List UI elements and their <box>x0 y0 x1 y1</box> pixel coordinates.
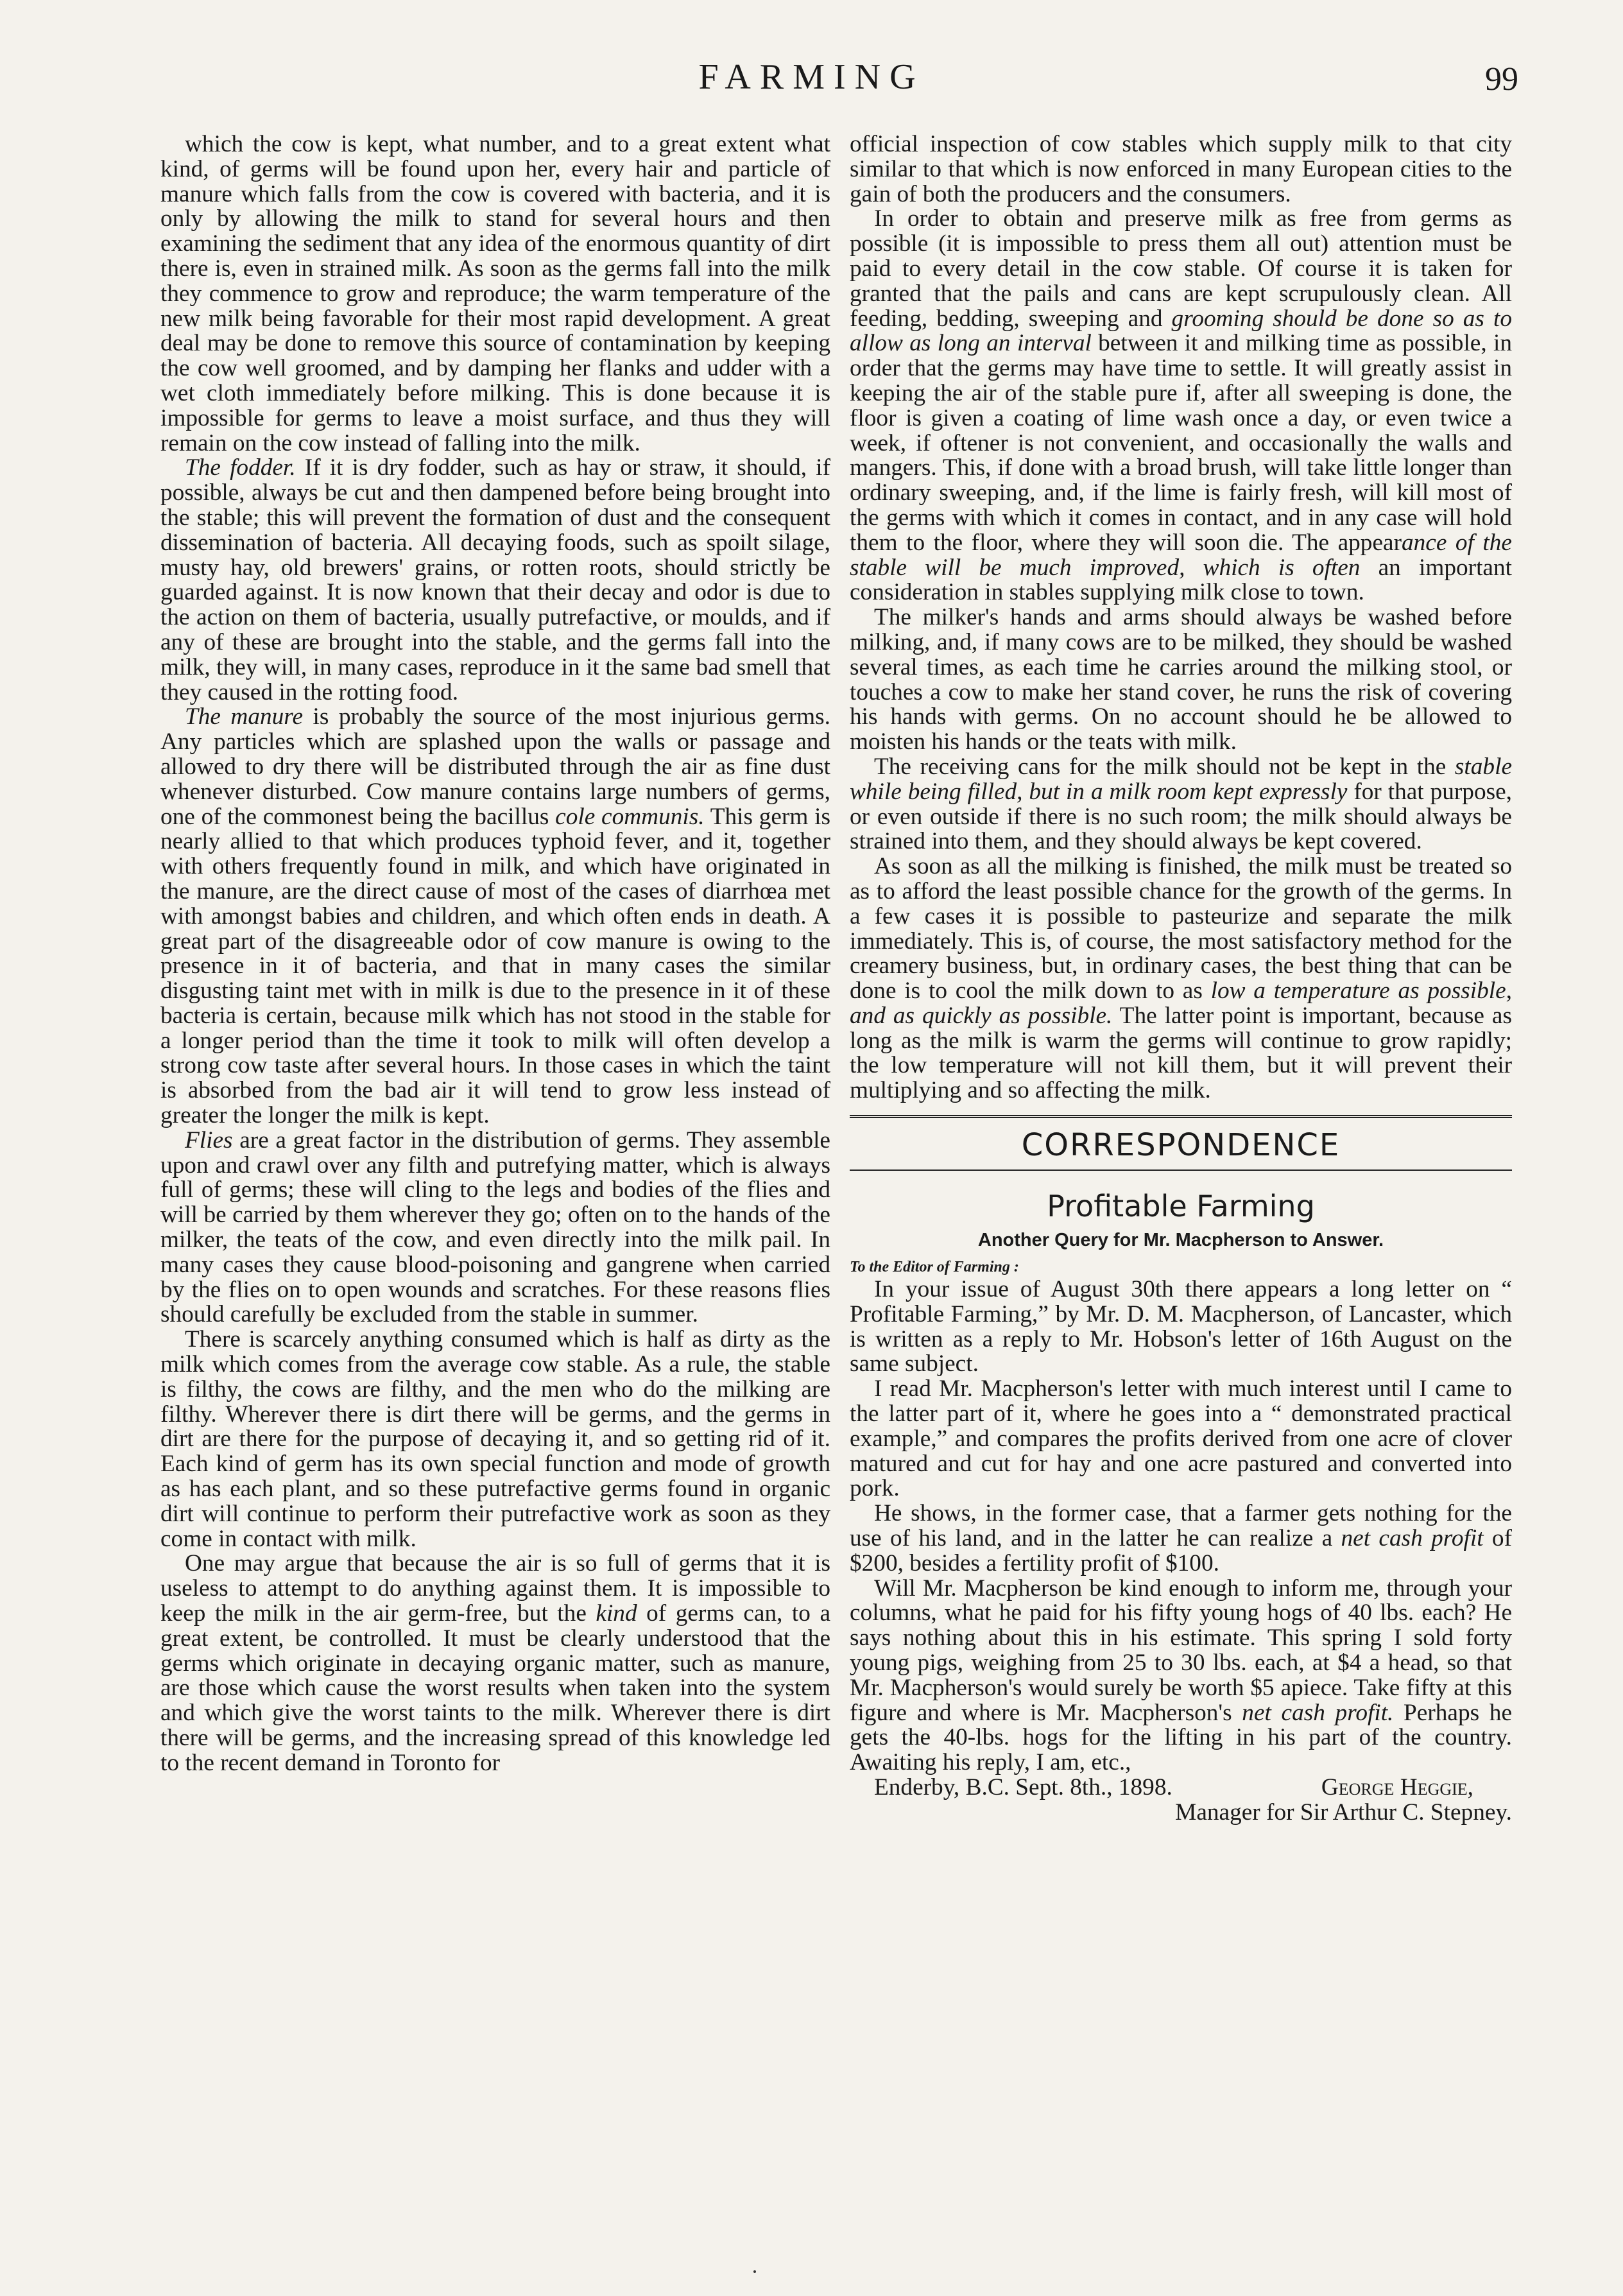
text-run: As soon as all the milking is finished, the milk must be treated so as to afford the least possible chance for the growth of the germs. In a few cases it is possible to pasteurize and separate the milk immediately. This is, of course, the most satisfactory method for the creamery business, but, in ordinary cases, the best thing that can be done is to cool the milk down to as <box>850 853 1512 1005</box>
paragraph <box>850 1277 1512 1377</box>
signature-name: George Heggie, <box>1321 1774 1473 1801</box>
text-run: In order to obtain and preserve milk as free from germs as possible (it is impossible to press them all out) attention must be paid to every detail in the cow stable. Of course it is taken for granted that the pails and cans are kept scrupulously clean. All feeding, bedding, sweeping and <box>850 205 1512 332</box>
article-subtitle: Another Query for Mr. Macpherson to Answer. <box>977 1230 1384 1251</box>
text-run: Will Mr. Macpherson be kind enough to inform me, through your columns, what he paid for his fifty young hogs of 40 lbs. each? He says nothing about this in his estimate. This spring I sold forty young pigs, weighing from 25 to 30 lbs. each, at $4 a head, so that Mr. Macpherson's would surely be worth $5 apiece. Take fifty at this figure and where is Mr. Macpherson's <box>850 1575 1512 1726</box>
text-run: The milker's hands and arms should always be washed before milking, and, if many cows are to be milked, they should be washed several times, as each time he carries around the milking stool, or touches a cow to make her stand cover, he runs the risk of covering his hands with germs. On no account should he be allowed to moisten his hands or the teats with milk. <box>850 604 1512 755</box>
letter-body <box>850 1277 1512 1775</box>
paragraph <box>850 605 1512 755</box>
paragraph <box>850 132 1512 207</box>
paragraph <box>850 1377 1512 1501</box>
text-run: I read Mr. Macpherson's letter with much interest until I came to the latter part of it, where he goes into a “ demonstrated practical example,” and compares the profits derived from one acre of clover matured and cut for hay and one acre pastured and converted into pork. <box>850 1376 1512 1502</box>
paragraph <box>850 207 1512 605</box>
page-speck <box>753 2270 756 2273</box>
section-divider <box>850 1115 1512 1118</box>
paragraph <box>160 705 830 1128</box>
text-run: an important consideration in stables supplying milk close to town. <box>850 554 1512 606</box>
running-title: FARMING <box>698 57 925 97</box>
text-run: are a great factor in the distribution of germs. They assemble upon and crawl over any filth and putrefying matter, which is always full of germs; these will cling to the legs and bodies of the flies and will be carried by them wherever they go; often on to the hands of the milker, the teats of the cow, and even directly into the milk pail. In many cases they cause blood-poisoning and gangrene when carried by the flies on to open wounds and scratches. For these reasons flies should carefully be excluded from the stable in summer. <box>160 1126 830 1328</box>
text-run: This germ is nearly allied to that which produces typhoid fever, and it, together with others frequently found in milk, and which have originated in the manure, are the direct cause of most of the cases of diarrhœa met with amongst babies and children, and which often ends in death. A great part of the disagreeable odor of cow manure is owing to the presence in it of bacteria, and that in many cases the similar disgusting taint met with in milk is due to the presence in it of these bacteria is certain, because milk which has not stood in the stable for a longer period than the time it took to milk will often develop a strong cow taste after several hours. In those cases in which the taint is absorbed from the bad air it will tend to grow less instead of greater the longer the milk is kept. <box>160 803 830 1129</box>
paragraph <box>160 1327 830 1551</box>
letter-salutation: To the Editor of Farming : <box>850 1259 1019 1276</box>
italic-text: net cash profit. <box>1242 1699 1394 1726</box>
section-title: CORRESPONDENCE <box>1021 1127 1341 1164</box>
signature-line <box>850 1775 1512 1800</box>
text-run: One may argue that because the air is so full of germs that it is useless to attempt to do anything against them. It is impossible to keep the milk in the air germ-free, but the <box>160 1550 830 1627</box>
paragraph <box>160 1128 830 1327</box>
italic-text: low a temperature as possible, and as quickly as possible. <box>850 978 1512 1029</box>
right-article-body <box>850 132 1512 1103</box>
italic-text: Flies <box>185 1126 233 1153</box>
text-run: of $200, besides a fertility profit of $100. <box>850 1525 1512 1576</box>
page-header <box>0 56 1623 101</box>
paragraph <box>850 1576 1512 1775</box>
article-title: Profitable Farming <box>1047 1189 1315 1224</box>
right-column <box>850 132 1512 2257</box>
text-run: for that purpose, or even outside if there is no such room; the milk should always be strained into them, and they should always be kept covered. <box>850 778 1512 855</box>
letter-place-date: Enderby, B.C. Sept. 8th., 1898. <box>874 1774 1172 1801</box>
paragraph <box>850 854 1512 1103</box>
section-underline <box>850 1170 1512 1171</box>
left-article-body <box>160 132 830 1776</box>
text-run: official inspection of cow stables which supply milk to that city similar to that which is now enforced in many European cities to the gain of both the producers and the consumers. <box>850 132 1512 207</box>
paragraph <box>850 1501 1512 1576</box>
italic-text: cole communis. <box>555 803 705 830</box>
italic-text: net cash profit <box>1341 1525 1484 1552</box>
text-run: is probably the source of the most injurious germs. Any particles which are splashed upon the walls or passage and allowed to dry there will be distributed through the air as fine dust whenever disturbed. Cow manure contains large numbers of germs, one of the commonest being the bacillus <box>160 703 830 830</box>
text-run: of germs can, to a great extent, be controlled. It must be clearly understood that the germs which originate in decaying organic matter, such as manure, are those which cause the worst results when taken into the system and which give the worst taints to the milk. Wherever there is dirt there will be germs, and the increasing spread of this knowledge led to the recent demand in Toronto for <box>160 1600 830 1776</box>
text-run: He shows, in the former case, that a farmer gets nothing for the use of his land, and in the latter he can realize a <box>850 1500 1512 1552</box>
italic-text: grooming should be done so as to allow as long an interval <box>850 305 1512 357</box>
text-run: between it and milking time as possible, in order that the germs may have time to settle. It will greatly assist in keeping the air of the stable pure if, after all sweeping is done, the floor is given a coating of lime wash once a day, or even twice a week, if oftener is not convenient, and occasionally the walls and mangers. This, if done with a broad brush, will take little longer than ordinary sweeping, and, if the lime is fairly fresh, will kill most of the germs with which it comes in contact, and in any case will hold them to the floor, where they will soon die. The appear <box>850 330 1512 556</box>
italic-text: ance of the stable will be much improved, which is often <box>850 529 1512 581</box>
left-column <box>160 132 830 2257</box>
text-run: If it is dry fodder, such as hay or straw, it should, if possible, always be cut and then dampened before being brought into the stable; this will prevent the formation of dust and the consequent dissemination of bacteria. All decaying foods, such as spoilt silage, musty hay, old brewers' grains, or rotten roots, should strictly be guarded against. It is now known that their decay and odor is due to the action on them of bacteria, usually putrefactive, or moulds, and if any of these are brought into the stable, and the germs fall into the milk, they will, in many cases, reproduce in it the same bad smell that they caused in the rotting food. <box>160 454 830 705</box>
italic-text: stable while being filled, but in a milk room kept expressly <box>850 753 1512 805</box>
text-run: The latter point is important, because as long as the milk is warm the germs will continue to grow rapidly; the low temperature will not kill them, but it will prevent their multiplying and so affecting the milk. <box>850 1002 1512 1104</box>
paragraph <box>160 456 830 705</box>
italic-text: The fodder. <box>185 454 296 481</box>
page-number: 99 <box>1485 61 1518 98</box>
italic-text: The manure <box>185 703 303 730</box>
text-run: The receiving cans for the milk should not be kept in the <box>874 753 1455 780</box>
text-run: In your issue of August 30th there appears a long letter on “ Profitable Farming,” by Mr. D. M. Macpherson, of Lancaster, which is written as a reply to Mr. Hobson's letter of 16th August on the same subject. <box>850 1276 1512 1377</box>
paragraph <box>160 132 830 456</box>
signature-title: Manager for Sir Arthur C. Stepney. <box>1175 1799 1512 1826</box>
paragraph <box>850 755 1512 854</box>
text-run: which the cow is kept, what number, and to a great extent what kind, of germs will be found upon her, every hair and particle of manure which falls from the cow is covered with bacteria, and it is only by allowing the milk to stand for several hours and then examining the sediment that any idea of the enormous quantity of dirt there is, even in strained milk. As soon as the germs fall into the milk they commence to grow and reproduce; the warm temperature of the new milk being favorable for their most rapid development. A great deal may be done to remove this source of contamination by keeping the cow well groomed, and by damping her flanks and udder with a wet cloth immediately before milking. This is done because it is impossible for germs to leave a moist surface, and thus they will remain on the cow instead of falling into the milk. <box>160 132 830 456</box>
paragraph <box>160 1551 830 1775</box>
text-run: There is scarcely anything consumed which is half as dirty as the milk which comes from the average cow stable. As a rule, the stable is filthy, the cows are filthy, and the men who do the milking are filthy. Wherever there is dirt there will be germs, and the germs in dirt are there for the purpose of decaying it, and so getting rid of it. Each kind of germ has its own special function and mode of growth as has each plant, and so these putrefactive germs found in organic dirt will continue to perform their putrefactive work as soon as they come in contact with milk. <box>160 1326 830 1552</box>
italic-text: kind <box>596 1600 637 1627</box>
text-run: Perhaps he gets the 40-lbs. hogs for the lifting in his part of the country. Awaiting his reply, I am, etc., <box>850 1699 1512 1776</box>
